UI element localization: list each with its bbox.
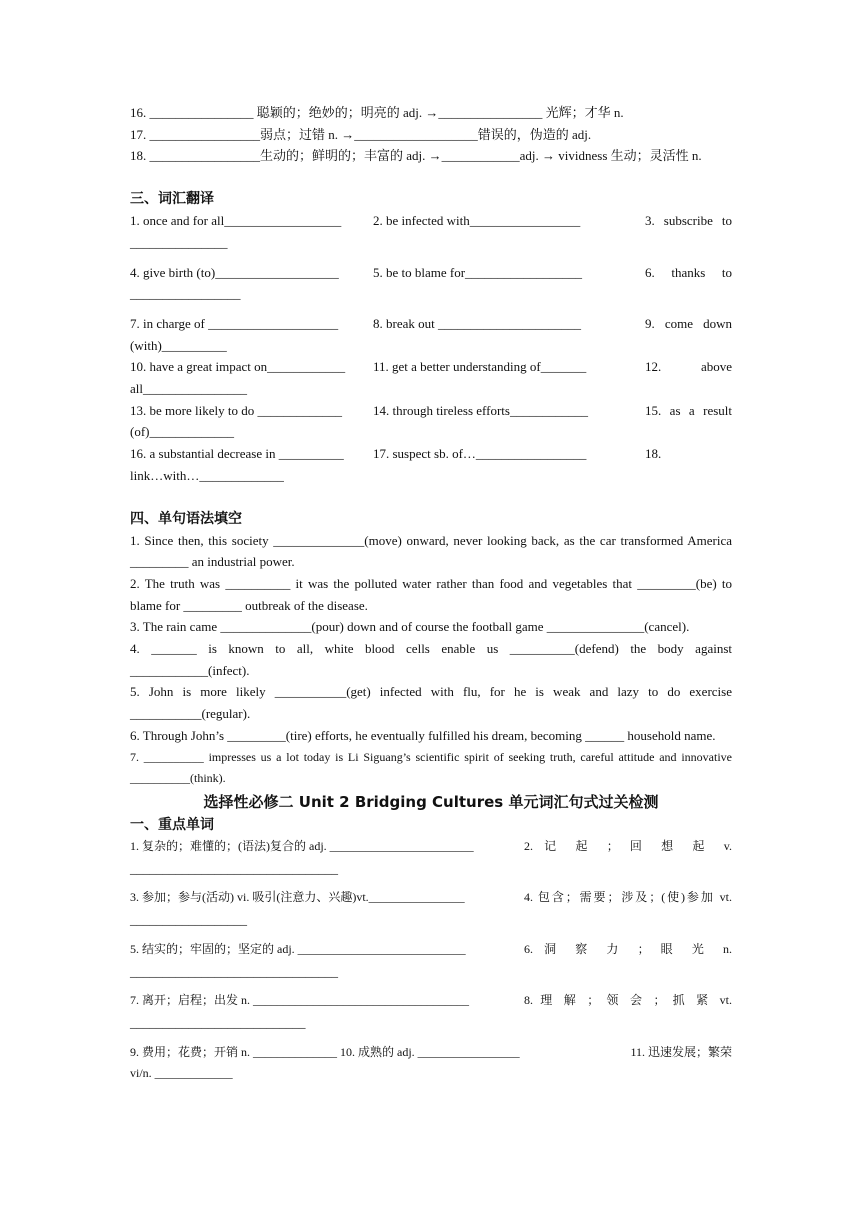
- word-row: [130, 887, 732, 930]
- translation-continuation: _______________: [130, 234, 228, 250]
- translation-row: [130, 400, 732, 443]
- word-item: 2. 记 起 ； 回 想 起 v.: [524, 838, 732, 853]
- word-continuation: ________________________________: [130, 963, 338, 979]
- word-item: 11. 迅速发展；繁荣: [630, 1044, 732, 1059]
- grammar-item-2: 2. The truth was __________ it was the polluted water rather than food and vegetables that _________(be) to blame for _________ outbreak of the disease.: [130, 575, 732, 613]
- translation-item: 1. once and for all__________________: [130, 213, 342, 229]
- translation-item: 3. subscribe to: [645, 213, 732, 229]
- word-row: [130, 836, 732, 879]
- grammar-item-4: 4. _______ is known to all, white blood cells enable us __________(defend) the body against ____________(infect).: [130, 641, 732, 678]
- translation-continuation: (with)__________: [130, 337, 227, 353]
- vocab-item-17: 17. _________________弱点；过错 n. →___________________错误的，伪造的 adj.: [130, 126, 592, 142]
- word-continuation: vi/n. _____________: [130, 1066, 233, 1081]
- grammar-item-7: 7. __________ impresses us a lot today is Li Siguang’s scientific spirit of seeking truth, careful attitude and innovative __________(think).: [130, 749, 732, 786]
- translation-continuation: link…with…_____________: [130, 467, 284, 483]
- translation-item: 16. a substantial decrease in __________: [130, 446, 344, 462]
- grammar-item-5: 5. John is more likely ___________(get) infected with flu, for he is weak and lazy to do exercise ___________(regular).: [130, 684, 732, 722]
- word-item: 8. 理 解 ； 领 会 ； 抓 紧 vt.: [524, 993, 732, 1008]
- translation-row: [130, 313, 732, 356]
- translation-item: 13. be more likely to do _____________: [130, 402, 342, 418]
- word-continuation: ________________________________: [130, 860, 338, 876]
- translation-continuation: (of)_____________: [130, 424, 234, 440]
- translation-item: 2. be infected with_________________: [373, 213, 581, 229]
- word-row: [130, 990, 732, 1033]
- section-4-heading: 四、单句语法填空: [130, 510, 242, 527]
- worksheet-page: [130, 102, 732, 1085]
- translation-row: [130, 356, 732, 399]
- section-1-heading: 一、重点单词: [130, 816, 214, 833]
- translation-row: [130, 443, 732, 486]
- translation-item: 4. give birth (to)___________________: [130, 264, 339, 280]
- translation-item: 5. be to blame for__________________: [373, 264, 583, 280]
- vocab-item-16: 16. ________________ 聪颖的；绝妙的；明亮的 adj. →________________ 光辉；才华 n.: [130, 105, 624, 120]
- section-3-heading: 三、词汇翻译: [130, 191, 214, 208]
- word-row: [130, 1042, 732, 1085]
- translation-item: 15. as a result: [645, 402, 732, 418]
- translation-item: 9. come down: [645, 315, 732, 331]
- word-item: 7. 离开；启程；出发 n. ____________________________________: [130, 993, 470, 1008]
- translation-row: [130, 262, 732, 305]
- translation-item: 10. have a great impact on____________: [130, 359, 346, 375]
- vocab-item-18: 18. _________________生动的；鲜明的；丰富的 adj. →____________adj. → vividness 生动；灵活性 n.: [130, 148, 702, 164]
- word-item: 9. 费用；花费；开销 n. ______________ 10. 成熟的 adj. _________________: [130, 1044, 520, 1059]
- translation-continuation: all________________: [130, 381, 247, 397]
- word-row: [130, 939, 732, 982]
- unit-title: 选择性必修二 Unit 2 Bridging Cultures 单元词汇句式过关检测: [203, 792, 659, 811]
- translation-item: 17. suspect sb. of…_________________: [373, 446, 587, 462]
- word-continuation: __________________: [130, 912, 247, 928]
- grammar-item-1: 1. Since then, this society ______________(move) onward, never looking back, as the car transformed America _________ an industrial power.: [130, 532, 732, 570]
- translation-row: [130, 210, 732, 253]
- word-item: 1. 复杂的；难懂的；(语法)复合的 adj. ________________________: [130, 838, 474, 853]
- translation-item: 11. get a better understanding of_______: [373, 359, 587, 375]
- word-continuation: ___________________________: [130, 1014, 306, 1030]
- translation-item: 6. thanks to: [645, 264, 732, 280]
- translation-item: 8. break out ______________________: [373, 315, 581, 331]
- word-item: 6. 洞 察 力 ； 眼 光 n.: [524, 941, 732, 956]
- word-item: 5. 结实的；牢固的；坚定的 adj. ____________________________: [130, 941, 466, 956]
- translation-item: 7. in charge of ____________________: [130, 315, 339, 331]
- translation-continuation: _________________: [130, 286, 241, 302]
- grammar-item-3: 3. The rain came ______________(pour) down and of course the football game _______________(cancel).: [130, 619, 690, 635]
- word-item: 3. 参加；参与(活动) vi. 吸引(注意力、兴趣)vt.________________: [130, 890, 465, 905]
- translation-item: 12. above: [645, 359, 732, 375]
- word-item: 4. 包含；需要；涉及；(使)参加 vt.: [524, 890, 732, 905]
- translation-item: 18.: [645, 446, 662, 462]
- grammar-item-6: 6. Through John’s _________(tire) efforts, he eventually fulfilled his dream, becoming ______ household name.: [130, 727, 716, 743]
- translation-item: 14. through tireless efforts____________: [373, 402, 588, 418]
